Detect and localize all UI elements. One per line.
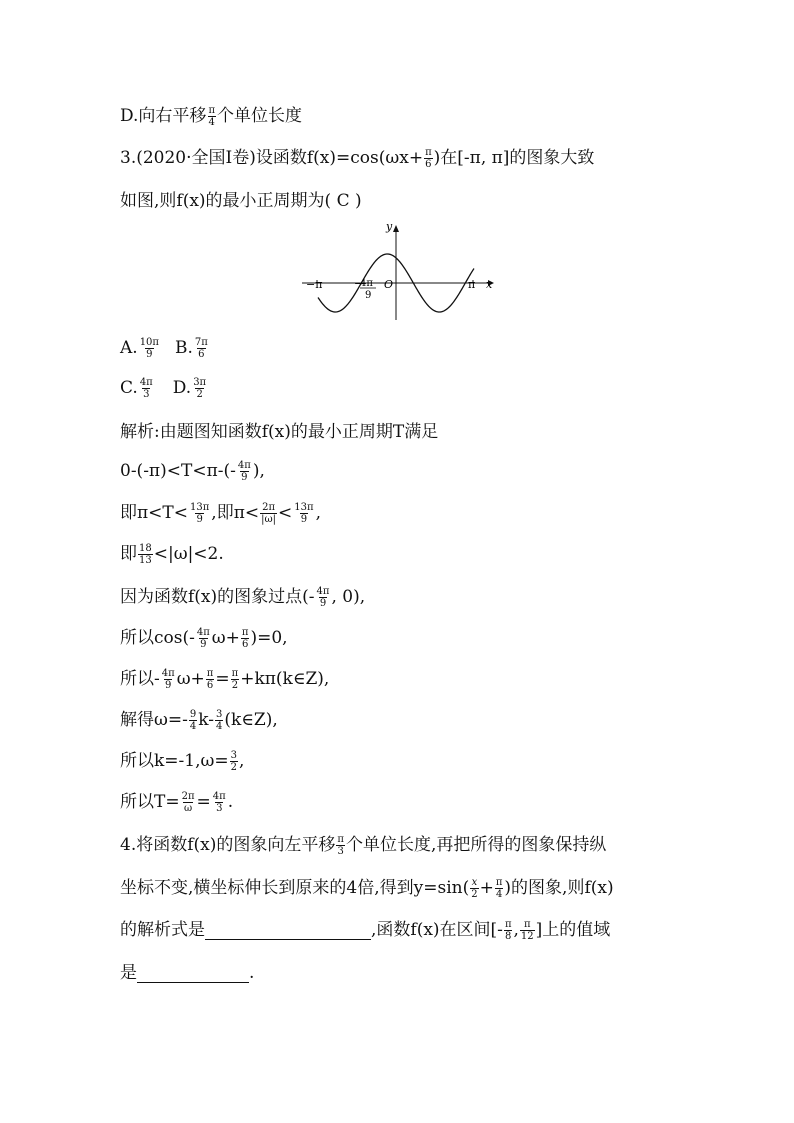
fraction [161, 668, 176, 691]
text: 解析:由题图知函数f(x)的最小正周期T满足 [120, 422, 439, 442]
text: < [278, 503, 293, 523]
fraction [260, 502, 277, 525]
numerator: 4π [237, 459, 251, 471]
text: 解得ω=- [120, 710, 188, 730]
solution-line-5 [120, 585, 365, 609]
numerator: 4π [139, 376, 153, 388]
text: 因为函数f(x)的图象过点(- [120, 587, 315, 607]
numerator: 3 [230, 749, 237, 761]
solution-line-7 [120, 667, 329, 691]
fraction [336, 834, 345, 857]
denominator: 2 [471, 888, 478, 900]
numerator: π [337, 833, 344, 845]
text: D.向右平移 [120, 106, 207, 126]
answer-blank-1[interactable] [205, 921, 371, 940]
question-4-line-2 [120, 876, 614, 900]
fraction [181, 791, 196, 814]
text: , [513, 920, 519, 940]
option-b-value [194, 337, 209, 360]
fraction [231, 668, 240, 691]
solution-line-10 [120, 790, 233, 814]
numerator: x [471, 876, 478, 888]
fraction [189, 709, 197, 732]
numerator: π [241, 626, 249, 638]
y-axis-label: y [386, 222, 393, 233]
denominator: 3 [216, 802, 223, 814]
text: 3.(2020·全国Ⅰ卷)设函数f(x)=cos(ωx+ [120, 148, 424, 168]
numerator: 13π [190, 501, 210, 513]
denominator: 4 [189, 720, 197, 732]
question-3-line-2 [120, 189, 362, 213]
numerator: 13π [294, 501, 314, 513]
options-ab [120, 336, 210, 360]
option-d-prev [120, 104, 302, 128]
denominator: 9 [146, 348, 153, 360]
options-cd [120, 376, 208, 400]
question-4-line-4 [120, 961, 254, 985]
text: . [227, 792, 234, 812]
text: 0-(-π)<T<π-(- [120, 461, 236, 481]
text: ]上的值域 [535, 920, 611, 940]
fraction [212, 791, 227, 814]
solution-line-4 [120, 542, 224, 566]
text: 如图,则f(x)的最小正周期为( C ) [120, 191, 362, 211]
text: 即π<T< [120, 503, 188, 523]
fraction [293, 502, 314, 525]
text: 个单位长度 [217, 106, 303, 126]
numerator: 3π [193, 376, 207, 388]
text: = [215, 669, 230, 689]
fraction [230, 750, 238, 773]
denominator: 12 [520, 930, 534, 942]
denominator: 4 [208, 116, 215, 128]
denominator: 6 [242, 638, 249, 650]
text: )的图象,则f(x) [504, 878, 614, 898]
fraction [207, 105, 216, 128]
solution-line-2 [120, 459, 265, 483]
y-axis-arrow [393, 225, 399, 232]
fraction [237, 460, 252, 483]
text: 坐标不变,横坐标伸长到原来的4倍,得到y=sin( [120, 878, 470, 898]
fraction [189, 502, 210, 525]
option-c-value [139, 377, 154, 400]
option-d-label: D. [172, 378, 192, 398]
denominator: 13 [139, 554, 152, 566]
solution-line-3 [120, 501, 321, 525]
text: ,函数f(x)在区间[- [371, 920, 503, 940]
fraction [241, 627, 250, 650]
numerator: π [425, 146, 432, 158]
numerator: 7π [194, 336, 208, 348]
fraction [138, 543, 153, 566]
fraction [215, 709, 223, 732]
fraction [495, 877, 504, 900]
text: ω+ [176, 669, 205, 689]
question-3-line-1 [120, 146, 594, 170]
text: 4.将函数f(x)的图象向左平移 [120, 835, 336, 855]
text: = [196, 792, 211, 812]
solution-line-9 [120, 749, 244, 773]
tick-numerator: 4π [360, 278, 373, 289]
fraction [424, 147, 433, 170]
denominator: 2 [230, 761, 237, 773]
denominator: 2 [231, 679, 239, 691]
numerator: 2π [262, 501, 276, 513]
option-c-label: C. [120, 378, 138, 398]
function-graph [298, 222, 498, 322]
fraction [316, 586, 331, 609]
option-d-value [192, 377, 207, 400]
fraction [206, 668, 215, 691]
numerator: π [231, 667, 239, 679]
pi-label: π [468, 278, 476, 291]
numerator: 2π [181, 790, 195, 802]
numerator: 4π [212, 790, 226, 802]
text: 所以cos(- [120, 628, 195, 648]
denominator: 9 [319, 597, 327, 609]
x-axis-label: x [486, 278, 493, 291]
denominator: 3 [143, 388, 150, 400]
denominator: 9 [300, 513, 308, 525]
text: 即 [120, 544, 137, 564]
option-a-value [139, 337, 160, 360]
text: 个单位长度,再把所得的图象保持纵 [345, 835, 607, 855]
text: + [479, 878, 494, 898]
denominator: 2 [196, 388, 203, 400]
numerator: 10π [139, 336, 159, 348]
text: (k∈Z), [224, 710, 278, 730]
numerator: π [208, 104, 216, 116]
text: k- [198, 710, 214, 730]
text: 所以T= [120, 792, 180, 812]
numerator: 9 [189, 708, 197, 720]
text: 的解析式是 [120, 920, 205, 940]
denominator: 9 [165, 679, 172, 691]
text: <|ω|<2. [153, 544, 224, 564]
text: , [239, 751, 245, 771]
numerator: 3 [215, 708, 223, 720]
denominator: 3 [337, 845, 344, 857]
denominator: 6 [198, 348, 205, 360]
denominator: |ω| [261, 513, 277, 525]
fraction [504, 919, 513, 942]
fraction [520, 919, 535, 942]
text: 所以k=-1,ω= [120, 751, 229, 771]
text: , 0), [331, 587, 366, 607]
numerator: 4π [196, 626, 210, 638]
numerator: 18 [139, 542, 152, 554]
denominator: ω [183, 802, 193, 814]
question-4-line-3 [120, 918, 610, 942]
fraction [196, 627, 211, 650]
solution-line-8 [120, 708, 278, 732]
text: 所以- [120, 669, 160, 689]
numerator: 4π [316, 585, 330, 597]
numerator: π [495, 876, 503, 888]
text: . [249, 963, 255, 983]
text: ,即π< [211, 503, 260, 523]
denominator: 6 [425, 158, 432, 170]
text: ω+ [211, 628, 240, 648]
tick-sign: − [354, 277, 364, 290]
answer-blank-2[interactable] [137, 964, 249, 983]
denominator: 9 [200, 638, 207, 650]
text: )在[-π, π]的图象大致 [433, 148, 595, 168]
text: )=0, [250, 628, 288, 648]
denominator: 6 [206, 679, 214, 691]
option-a-label: A. [120, 338, 138, 358]
option-b-label: B. [174, 338, 193, 358]
origin-label: O [384, 278, 394, 291]
neg-pi-label: −π [306, 278, 323, 291]
numerator: π [504, 918, 512, 930]
denominator: 4 [495, 888, 503, 900]
denominator: 9 [196, 513, 203, 525]
denominator: 4 [215, 720, 223, 732]
fraction [470, 877, 478, 900]
tick-denominator: 9 [365, 290, 372, 301]
text: ), [252, 461, 265, 481]
question-4-line-1 [120, 833, 606, 857]
denominator: 8 [505, 930, 512, 942]
text: , [315, 503, 321, 523]
text: 是 [120, 963, 137, 983]
numerator: 4π [161, 667, 175, 679]
solution-line-6 [120, 626, 288, 650]
numerator: π [524, 918, 531, 930]
denominator: 9 [241, 471, 248, 483]
text: +kπ(k∈Z), [240, 669, 330, 689]
solution-line-1 [120, 420, 438, 444]
numerator: π [206, 667, 214, 679]
